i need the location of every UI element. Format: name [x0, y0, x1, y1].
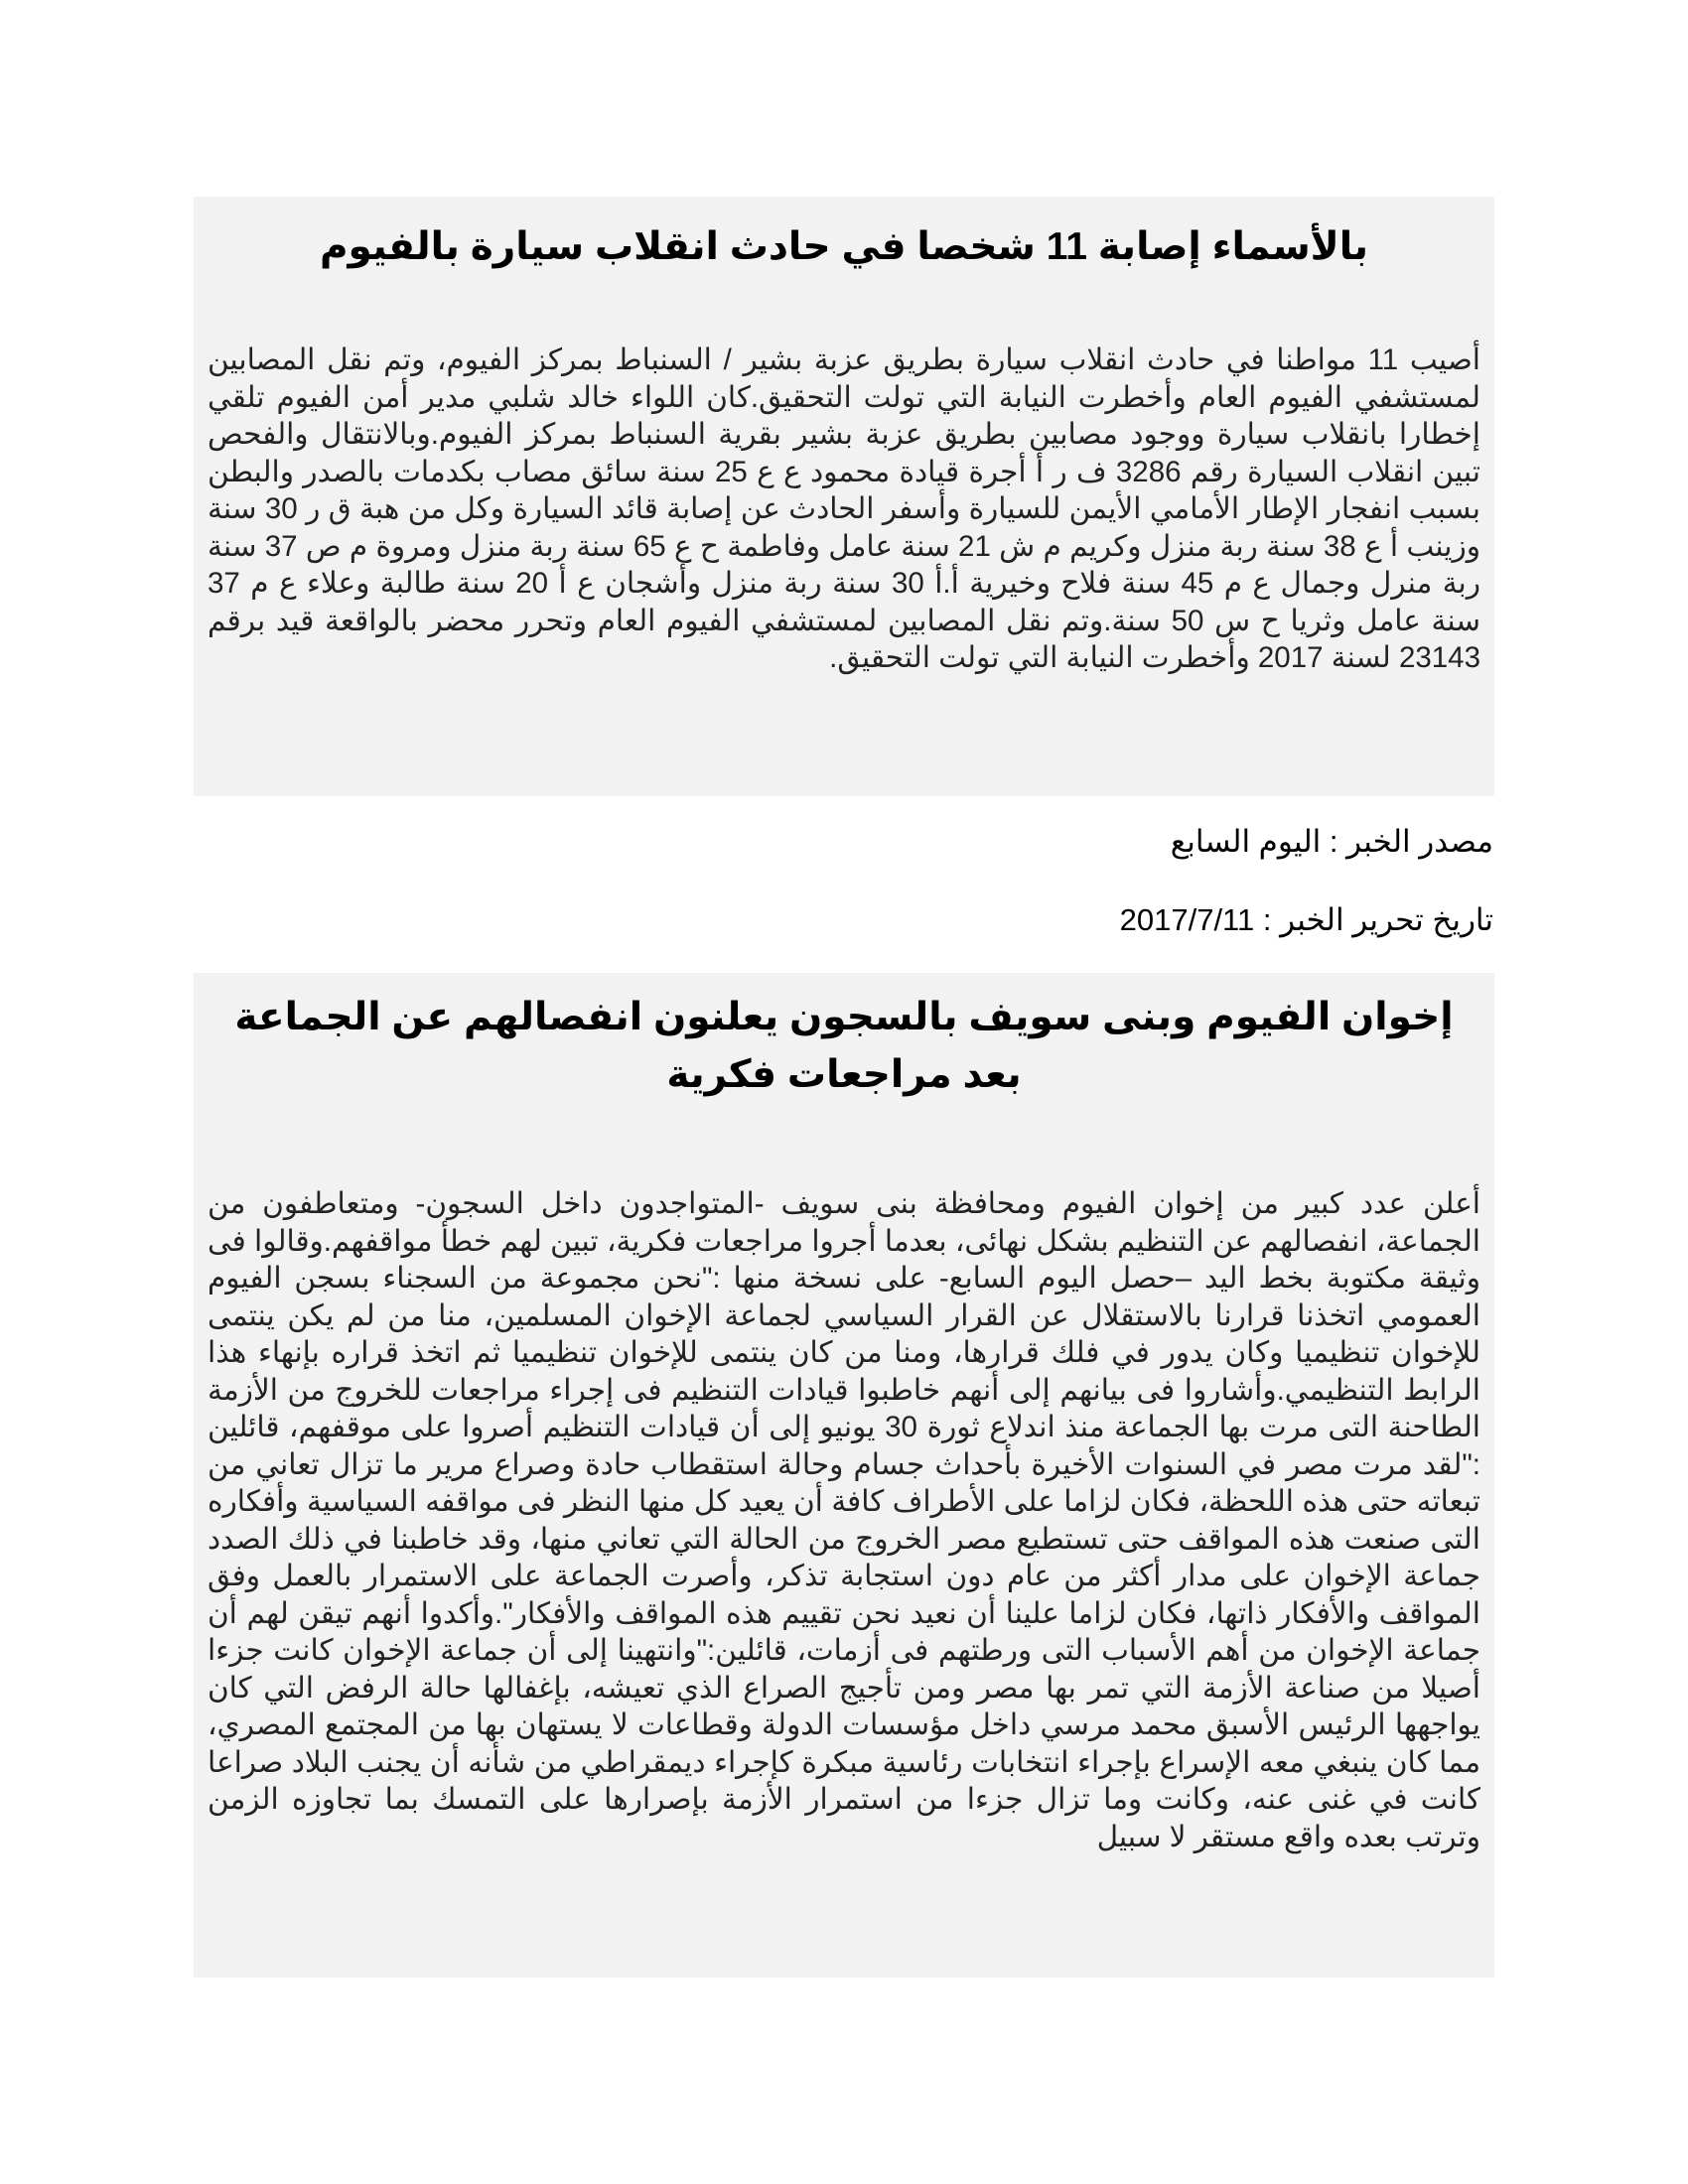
article-2-headline: إخوان الفيوم وبنى سويف بالسجون يعلنون انفصالهم عن الجماعة بعد مراجعات فكرية: [234, 996, 1454, 1096]
news-date-line: تاريخ تحرير الخبر : 2017/7/11: [1119, 902, 1493, 937]
article-1: [194, 197, 1494, 796]
article-1-headline: بالأسماء إصابة 11 شخصا في حادث انقلاب سيارة بالفيوم: [319, 225, 1369, 268]
article-2: [194, 973, 1494, 1978]
article-2-body: أعلن عدد كبير من إخوان الفيوم ومحافظة بنى سويف -المتواجدون داخل السجون- ومتعاطفون من الجماعة، انفصالهم عن التنظيم بشكل نهائى، بعدما أجروا مراجعات فكرية، تبين لهم خطأ مواقفهم.وقالوا فى وثيقة مكتوبة بخط اليد –حصل اليوم السابع- على نسخة منها :"نحن مجموعة من السجناء بسجن الفيوم العمومي اتخذنا قرارنا بالاستقلال عن القرار السياسي لجماعة الإخوان المسلمين، منا من لم يكن ينتمى للإخوان تنظيميا وكان يدور في فلك قرارها، ومنا من كان ينتمى للإخوان تنظيميا ثم اتخذ قراره بإنهاء هذا الرابط التنظيمي.وأشاروا فى بيانهم إلى أنهم خاطبوا قيادات التنظيم فى إجراء مراجعات للخروج من الأزمة الطاحنة التى مرت بها الجماعة منذ اندلاع ثورة 30 يونيو إلى أن قيادات التنظيم أصروا على موقفهم، قائلين :"لقد مرت مصر في السنوات الأخيرة بأحداث جسام وحالة استقطاب حادة وصراع مرير ما تزال تعاني من تبعاته حتى هذه اللحظة، فكان لزاما على الأطراف كافة أن يعيد كل منها النظر فى مواقفه السياسية وأفكاره التى صنعت هذه المواقف حتى تستطيع مصر الخروج من الحالة التي تعاني منها، وقد خاطبنا في ذلك الصدد جماعة الإخوان على مدار أكثر من عام دون استجابة تذكر، وأصرت الجماعة على الاستمرار بالعمل وفق المواقف والأفكار ذاتها، فكان لزاما علينا أن نعيد نحن تقييم هذه المواقف والأفكار".وأكدوا أنهم تيقن لهم أن جماعة الإخوان من أهم الأسباب التى ورطتهم فى أزمات، قائلين:"وانتهينا إلى أن جماعة الإخوان كانت جزءا أصيلا من صناعة الأزمة التي تمر بها مصر ومن تأجيج الصراع الذي تعيشه، بإغفالها حالة الرفض التي كان يواجهها الرئيس الأسبق محمد مرسي داخل مؤسسات الدولة وقطاعات لا يستهان بها من المجتمع المصري، مما كان ينبغي معه الإسراع بإجراء انتخابات رئاسية مبكرة كإجراء ديمقراطي من شأنه أن يجنب البلاد صراعا كانت في غنى عنه، وكانت وما تزال جزءا من استمرار الأزمة بإصرارها على التمسك بما تجاوزه الزمن وترتب بعده واقع مستقر لا سبيل: [208, 1187, 1481, 1853]
article-1-body: أصيب 11 مواطنا في حادث انقلاب سيارة بطريق عزبة بشير / السنباط بمركز الفيوم، وتم نقل المصابين لمستشفي الفيوم العام وأخطرت النيابة التي تولت التحقيق.كان اللواء خالد شلبي مدير أمن الفيوم تلقي إخطارا بانقلاب سيارة ووجود مصابين بطريق عزبة بشير بقرية السنباط بمركز الفيوم.وبالانتقال والفحص تبين انقلاب السيارة رقم 3286 ف ر أ أجرة قيادة محمود ع ع 25 سنة سائق مصاب بكدمات بالصدر والبطن بسبب انفجار الإطار الأمامي الأيمن للسيارة وأسفر الحادث عن إصابة قائد السيارة وكل من هبة ق ر 30 سنة وزينب أ ع 38 سنة ربة منزل وكريم م ش 21 سنة عامل وفاطمة ح ع 65 سنة ربة منزل ومروة م ص 37 سنة ربة منرل وجمال ع م 45 سنة فلاح وخيرية أ.أ 30 سنة ربة منزل وأشجان ع أ 20 سنة طالبة وعلاء ع م 37 سنة عامل وثريا ح س 50 سنة.وتم نقل المصابين لمستشفي الفيوم العام وتحرر محضر بالواقعة قيد برقم 23143 لسنة 2017 وأخطرت النيابة التي تولت التحقيق.: [208, 343, 1481, 674]
news-source-line: مصدر الخبر : اليوم السابع: [1170, 824, 1493, 859]
